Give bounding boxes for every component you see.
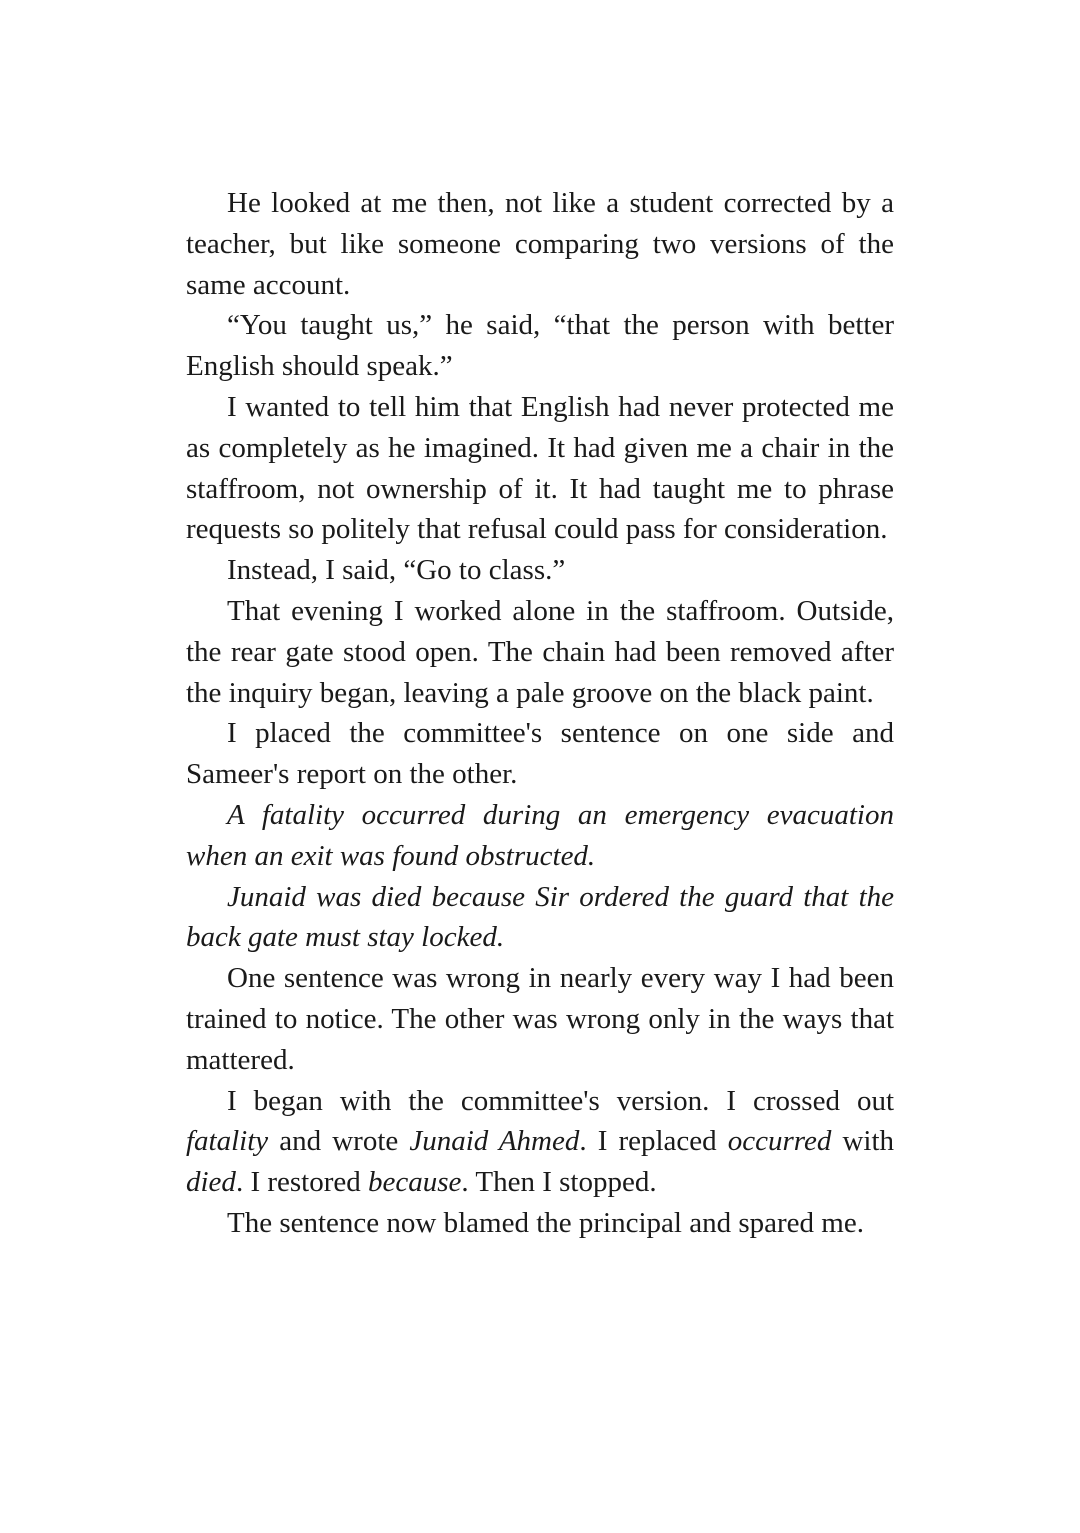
text-run: Instead, I said, “Go to class.”	[227, 554, 566, 587]
italic-text: occurred	[727, 1125, 832, 1158]
paragraph	[186, 550, 894, 591]
paragraph	[186, 1081, 894, 1203]
paragraph	[186, 591, 894, 713]
text-run: The sentence now blamed the principal and spared me.	[227, 1206, 864, 1239]
text-run: . I restored	[235, 1166, 368, 1199]
italic-text: fatality	[186, 1125, 269, 1158]
text-run: . I replaced	[579, 1125, 728, 1158]
paragraph	[186, 713, 894, 795]
text-run: . Then I stopped.	[461, 1166, 657, 1199]
text-run: One sentence was wrong in nearly every way I had been trained to notice. The other was wrong only in the ways that mattered.	[186, 962, 894, 1076]
paragraph	[186, 958, 894, 1080]
text-run: “You taught us,” he said, “that the person with better English should speak.”	[186, 309, 894, 383]
italic-text: because	[368, 1166, 462, 1199]
italic-paragraph	[186, 795, 894, 877]
body-text	[186, 183, 894, 1244]
italic-text: Junaid Ahmed	[409, 1125, 580, 1158]
text-run: I began with the committee's version. I crossed out	[227, 1084, 894, 1117]
text-run: with	[831, 1125, 895, 1158]
italic-paragraph	[186, 877, 894, 959]
text-run: He looked at me then, not like a student corrected by a teacher, but like someone comparing two versions of the same account.	[186, 187, 894, 301]
text-run: and wrote	[268, 1125, 410, 1158]
document-page	[186, 183, 894, 1244]
text-run: I placed the committee's sentence on one side and Sameer's report on the other.	[186, 717, 894, 791]
italic-text: A fatality occurred during an emergency evacuation when an exit was found obstructed.	[186, 798, 894, 872]
paragraph	[186, 387, 894, 550]
paragraph	[186, 305, 894, 387]
italic-text: died	[186, 1166, 236, 1199]
text-run: I wanted to tell him that English had never protected me as completely as he imagined. It had given me a chair in the staffroom, not ownership of it. It had taught me to phrase requests so politely that refusal could pass for consideration.	[186, 390, 894, 546]
paragraph	[186, 1203, 894, 1244]
text-run: That evening I worked alone in the staffroom. Outside, the rear gate stood open. The chain had been removed after the inquiry began, leaving a pale groove on the black paint.	[186, 594, 894, 709]
paragraph	[186, 183, 894, 305]
italic-text: Junaid was died because Sir ordered the guard that the back gate must stay locked.	[186, 880, 894, 954]
